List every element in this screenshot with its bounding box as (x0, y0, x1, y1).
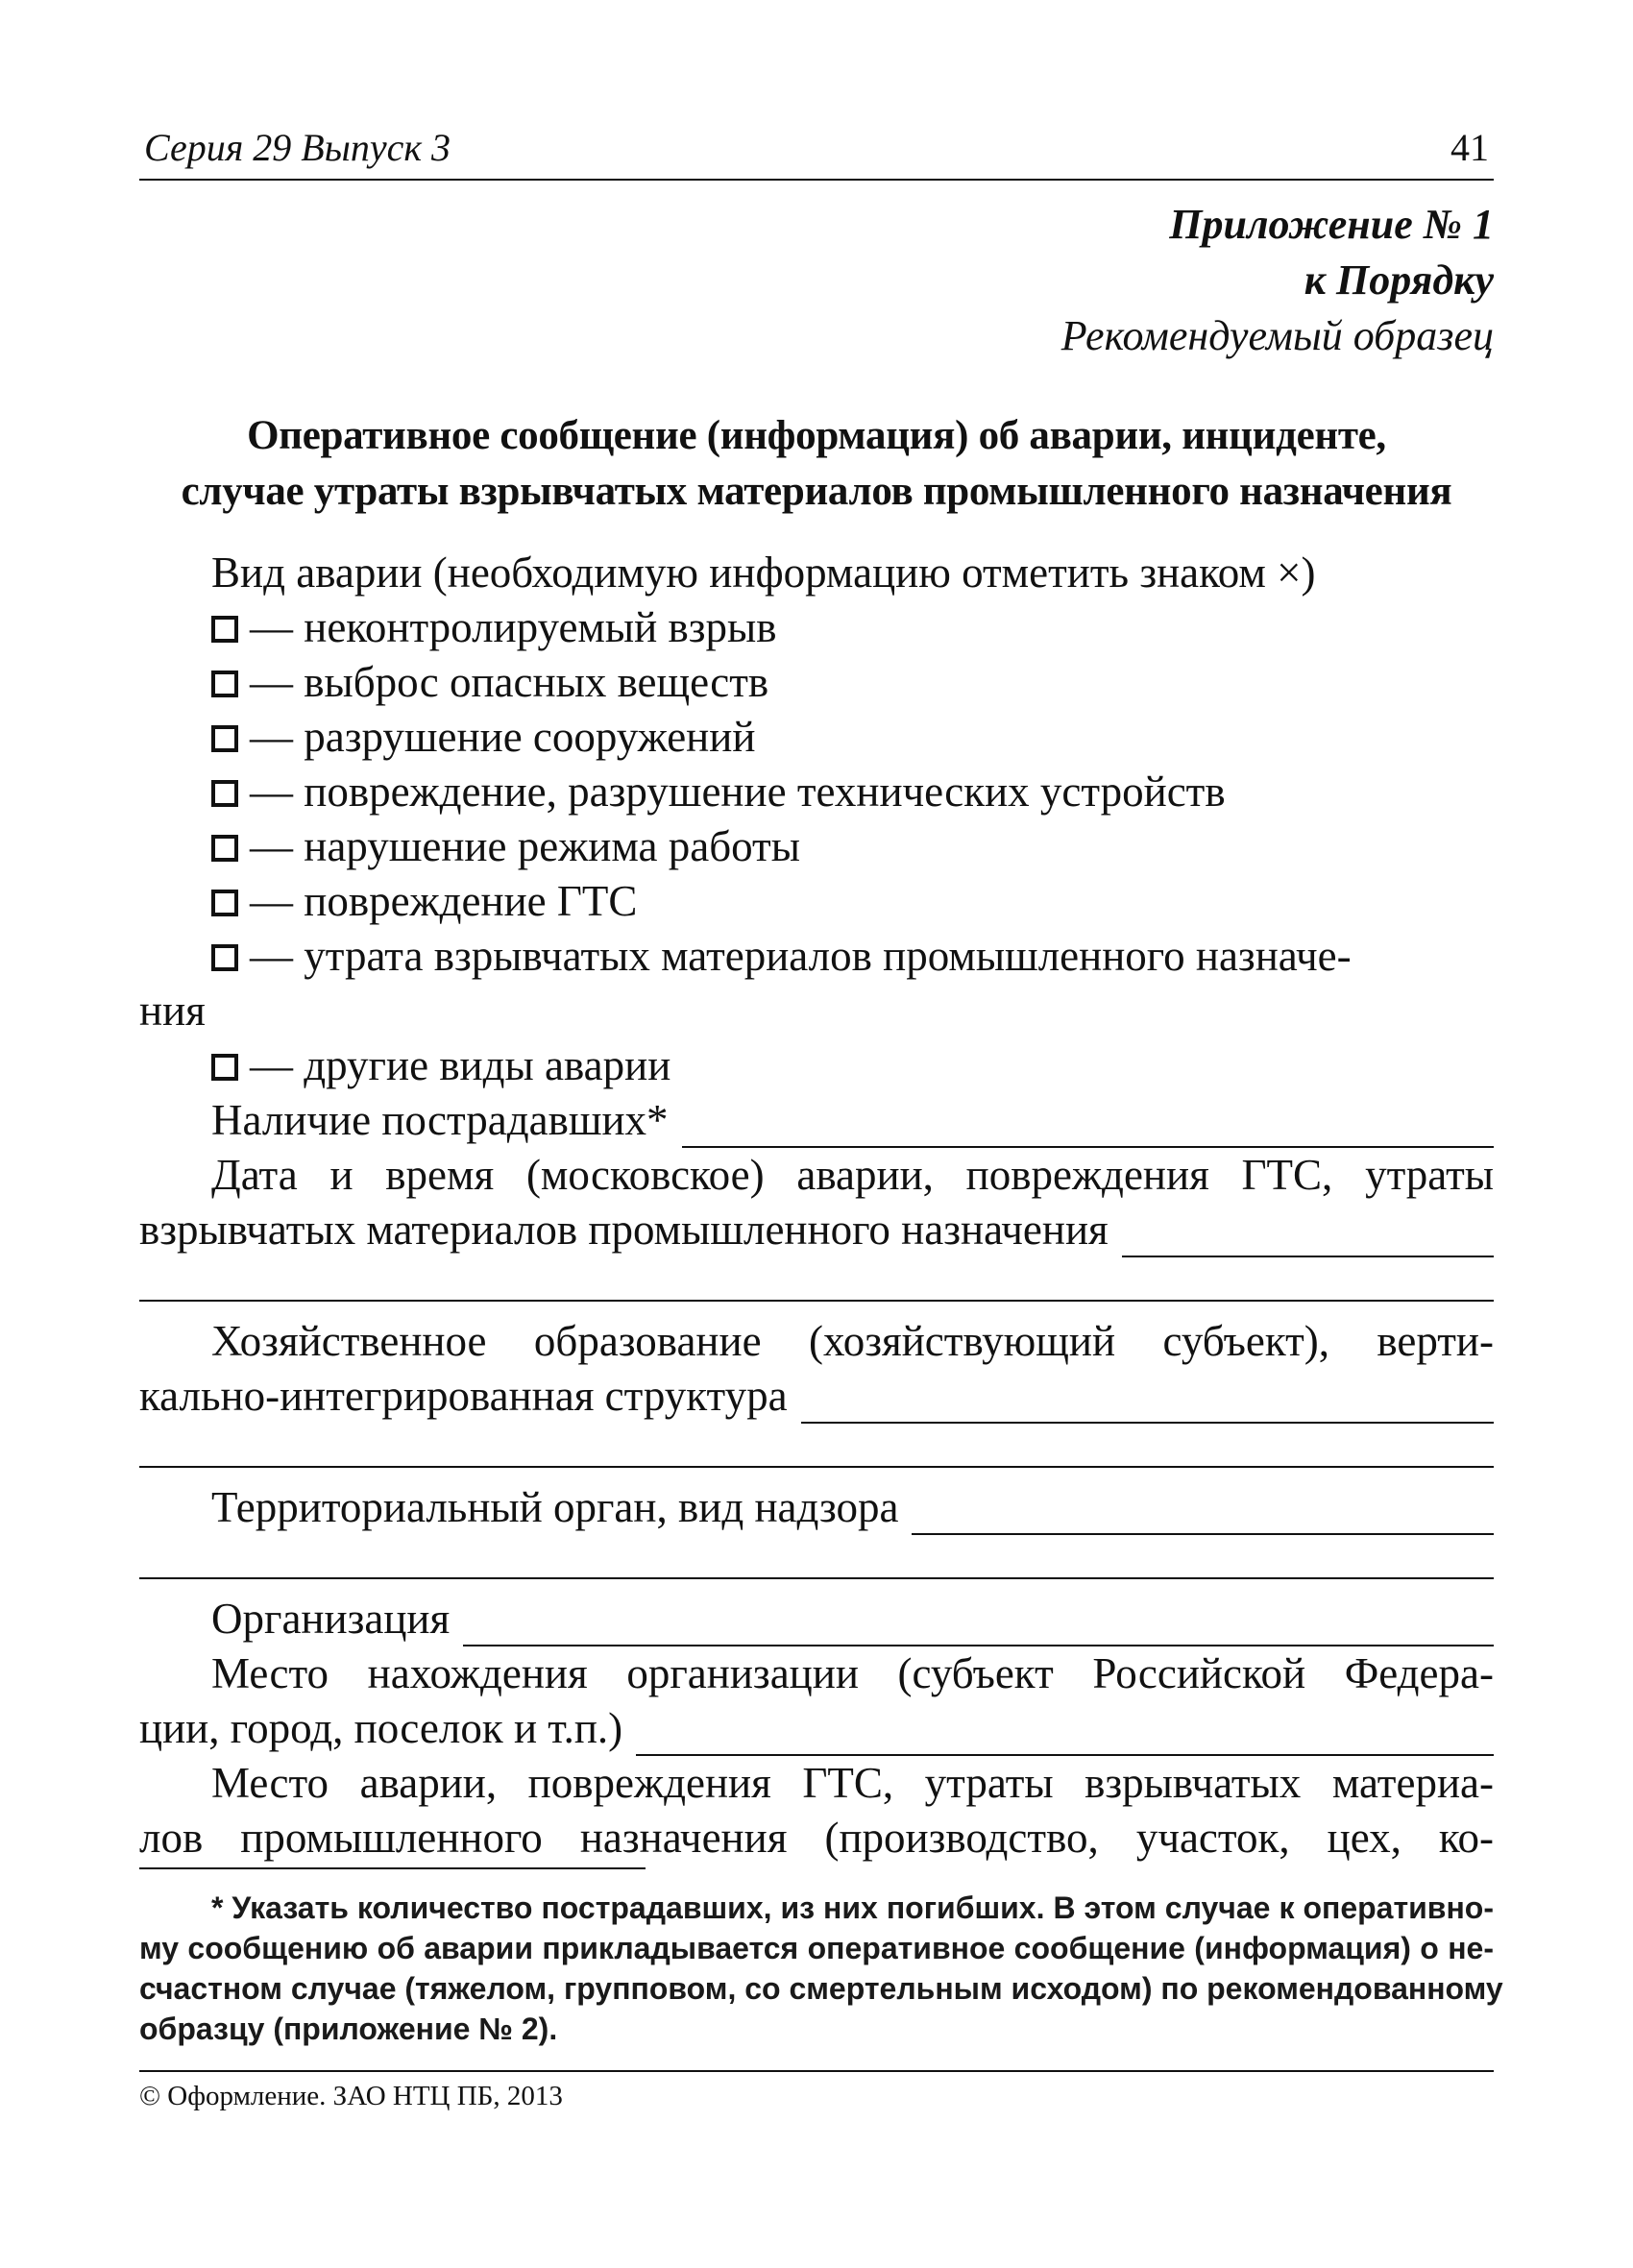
victims-blank[interactable] (682, 1106, 1494, 1148)
series-label: Серия 29 Выпуск 3 (144, 126, 451, 169)
territorial-blank[interactable] (912, 1493, 1494, 1535)
location-blank[interactable] (636, 1714, 1494, 1756)
checkbox-icon[interactable] (211, 780, 238, 807)
checkbox-icon[interactable] (211, 725, 238, 752)
checkbox-icon[interactable] (211, 835, 238, 862)
title-line-2: случае утраты взрывчатых материалов промышленного назначения (181, 469, 1452, 514)
checkbox-label-continuation: ния (139, 987, 206, 1035)
datetime-label-line-1: Дата и время (московское) аварии, повреждения ГТС, утраты (211, 1151, 1494, 1199)
location-field[interactable] (139, 1701, 1494, 1756)
checkbox-icon[interactable] (211, 890, 238, 916)
checkbox-item[interactable] (139, 710, 1494, 765)
checkbox-label: — утрата взрывчатых материалов промышленного назначе- (250, 932, 1352, 980)
organization-blank[interactable] (463, 1604, 1494, 1646)
page-number: 41 (1450, 126, 1489, 169)
territorial-label: Территориальный орган, вид надзора (211, 1483, 899, 1531)
footnote-separator (139, 1867, 646, 1869)
datetime-field[interactable] (139, 1203, 1494, 1257)
form-body (139, 546, 1494, 1866)
territorial-field[interactable] (139, 1480, 1494, 1535)
document-title (139, 408, 1494, 520)
appendix-block (1061, 197, 1494, 364)
checkbox-item[interactable] (139, 655, 1494, 710)
footnote-line-4: образцу (приложение № 2). (139, 2012, 558, 2046)
checkbox-icon[interactable] (211, 616, 238, 643)
footnote-line-1: * Указать количество пострадавших, из них погибших. В этом случае к оперативно- (211, 1890, 1494, 1925)
checkbox-icon[interactable] (211, 944, 238, 971)
running-header (139, 125, 1494, 181)
checkbox-item[interactable] (139, 600, 1494, 655)
accident-type-prompt: Вид аварии (необходимую информацию отметить знаком ×) (211, 549, 1316, 597)
organization-label: Организация (211, 1595, 451, 1643)
footnote-line-3: счастном случае (тяжелом, групповом, со смертельным исходом) по рекомендованному (139, 1971, 1503, 2006)
entity-label-line-1: Хозяйственное образование (хозяйствующий субъект), верти- (211, 1317, 1494, 1365)
appendix-note: Рекомендуемый образец (1060, 312, 1494, 359)
checkbox-label: — нарушение режима работы (250, 822, 800, 870)
territorial-blank-line-2[interactable] (139, 1535, 1494, 1579)
checkbox-item[interactable] (139, 929, 1494, 984)
entity-blank-line-2[interactable] (139, 1424, 1494, 1468)
victims-label: Наличие пострадавших* (211, 1096, 669, 1144)
place-label-line-2: лов промышленного назначения (производство, участок, цех, ко- (139, 1814, 1494, 1862)
checkbox-label: — разрушение сооружений (250, 713, 756, 761)
checkbox-item[interactable] (139, 874, 1494, 929)
checkbox-icon[interactable] (211, 671, 238, 697)
location-label-line-1: Место нахождения организации (субъект Российской Федера- (211, 1649, 1494, 1697)
checkbox-label: — повреждение ГТС (250, 877, 638, 925)
title-line-1: Оперативное сообщение (информация) об аварии, инциденте, (247, 413, 1386, 458)
checkbox-label: — повреждение, разрушение технических устройств (250, 768, 1226, 816)
location-label-line-2: ции, город, поселок и т.п.) (139, 1704, 623, 1752)
checkbox-label: — неконтролируемый взрыв (250, 603, 777, 651)
appendix-reference: к Порядку (1304, 256, 1494, 304)
entity-label-line-2: кально-интегрированная структура (139, 1372, 788, 1420)
datetime-blank[interactable] (1122, 1215, 1494, 1257)
checkbox-label: — выброс опасных веществ (250, 658, 769, 706)
checkbox-item[interactable] (139, 819, 1494, 874)
appendix-number: Приложение № 1 (1169, 201, 1494, 248)
checkbox-icon[interactable] (211, 1054, 238, 1081)
footnote-line-2: му сообщению об аварии прикладывается оперативное сообщение (информация) о не- (139, 1931, 1494, 1965)
datetime-blank-line-2[interactable] (139, 1257, 1494, 1302)
datetime-label-line-2: взрывчатых материалов промышленного назначения (139, 1206, 1109, 1254)
footnote (139, 1888, 1503, 2049)
organization-field[interactable] (139, 1592, 1494, 1646)
copyright-rule (139, 2070, 1494, 2072)
checkbox-label: — другие виды аварии (250, 1041, 671, 1089)
checkbox-item[interactable] (139, 765, 1494, 819)
copyright-notice: © Оформление. ЗАО НТЦ ПБ, 2013 (139, 2081, 563, 2111)
checkbox-item[interactable] (139, 1038, 1494, 1093)
place-label-line-1: Место аварии, повреждения ГТС, утраты взрывчатых материа- (211, 1759, 1494, 1807)
entity-blank[interactable] (801, 1381, 1494, 1424)
victims-field[interactable] (139, 1093, 1494, 1148)
entity-field[interactable] (139, 1369, 1494, 1424)
